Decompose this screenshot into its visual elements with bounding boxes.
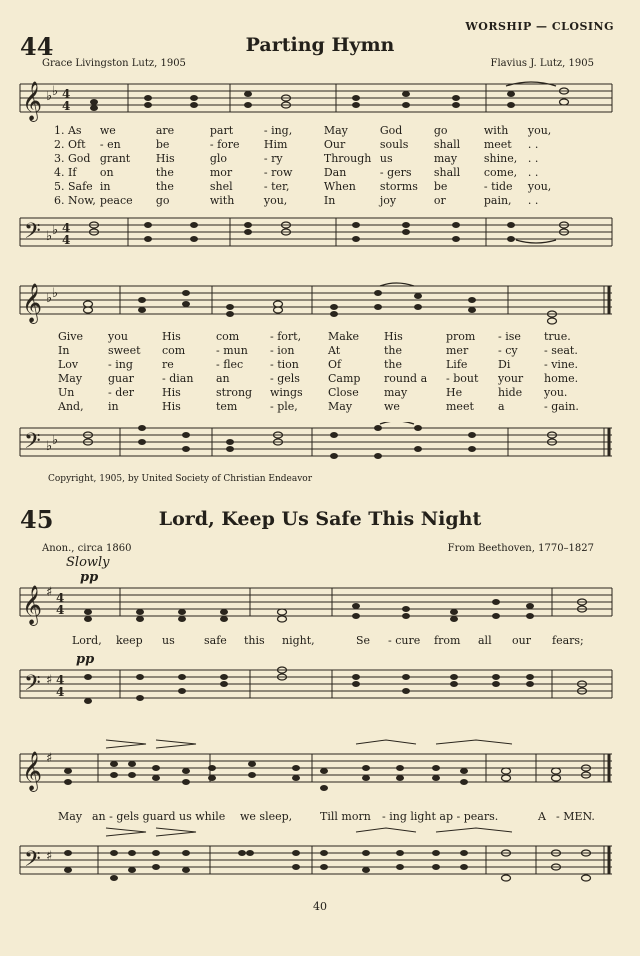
svg-text:4: 4 (56, 673, 65, 687)
svg-text:♭: ♭ (46, 291, 53, 306)
lyric-syllable: - cure (388, 634, 421, 647)
hymn-44-copyright: Copyright, 1905, by United Society of Christian Endeavor (48, 474, 313, 484)
verse-syllable: God (379, 124, 403, 137)
svg-text:𝄞: 𝄞 (22, 585, 43, 625)
verse-syllable: His (155, 152, 175, 165)
verse-syllable: home. (544, 372, 579, 385)
verse-syllable: sweet (108, 344, 141, 357)
verse-syllable: the (155, 180, 174, 193)
verse-syllable: hide (498, 386, 523, 399)
verse-row (52, 194, 572, 208)
svg-text:♭: ♭ (52, 84, 59, 99)
verse-syllable: with (209, 194, 235, 207)
verse-syllable: . . (527, 138, 539, 151)
verse-syllable: Of (328, 358, 342, 371)
verse-row (52, 180, 572, 194)
lyric-syllable: Lord, (72, 634, 102, 647)
svg-text:𝄢: 𝄢 (24, 847, 41, 877)
verse-syllable: Make (328, 330, 359, 343)
verse-syllable: be (155, 138, 170, 151)
svg-text:4: 4 (56, 603, 65, 617)
verse-syllable: us (379, 152, 393, 165)
verse-syllable: with (483, 124, 509, 137)
verse-syllable: - fore (209, 138, 240, 151)
verse-row (52, 166, 572, 180)
verse-syllable: mor (209, 166, 233, 179)
verse-syllable: His (162, 400, 181, 413)
verse-syllable: - tion (270, 358, 299, 371)
lyric-syllable: Se (356, 634, 371, 647)
hymn-44-bass-staff-2 (16, 422, 616, 466)
verse-syllable: At (328, 344, 341, 357)
svg-text:𝄢: 𝄢 (24, 671, 41, 701)
verse-row (52, 124, 572, 138)
svg-text:♯: ♯ (46, 585, 53, 600)
verse-syllable: in (108, 400, 119, 413)
svg-text:4: 4 (62, 221, 71, 235)
hymn-45-bass-staff-1 (16, 664, 616, 710)
tempo-marking: Slowly (66, 555, 110, 570)
hymn-44-treble-staff-2 (16, 280, 616, 328)
verse-syllable: - fort, (270, 330, 302, 343)
svg-text:♭: ♭ (46, 89, 53, 104)
lyric-syllable: from (434, 634, 461, 647)
hymn-45-title: Lord, Keep Us Safe This Night (158, 508, 482, 530)
verse-syllable: And, (58, 400, 84, 413)
verse-syllable: - bout (446, 372, 479, 385)
hymn-44-words-credit: Grace Livingston Lutz, 1905 (42, 58, 186, 69)
svg-text:♯: ♯ (46, 751, 53, 766)
dynamic-marking-bass: pp (76, 652, 95, 667)
lyric-syllable: Till morn (320, 810, 371, 823)
bass-clef-icon: 𝄢 (24, 219, 41, 249)
verse-syllable: wings (270, 386, 303, 399)
verse-syllable: His (162, 386, 181, 399)
verse-syllable: Him (263, 138, 288, 151)
verse-syllable: an (216, 372, 230, 385)
lyric-syllable: May (58, 810, 83, 823)
hymn-44-verses-system-2 (56, 330, 590, 414)
verse-syllable: you. (544, 386, 568, 399)
lyric-syllable: all (478, 634, 492, 647)
verse-syllable: May (328, 400, 353, 413)
verse-row (56, 358, 590, 372)
verse-syllable: . . (527, 166, 539, 179)
svg-text:♭: ♭ (46, 229, 53, 244)
verse-syllable: - der (108, 386, 135, 399)
verse-syllable: - gers (379, 166, 412, 179)
verse-syllable: - ry (263, 152, 283, 165)
verse-syllable: - gels (270, 372, 300, 385)
verse-syllable: - gain. (544, 400, 579, 413)
verse-syllable: the (155, 166, 174, 179)
verse-syllable: - ple, (270, 400, 298, 413)
verse-syllable: re (162, 358, 174, 371)
svg-text:4: 4 (56, 591, 65, 605)
verse-syllable: com (162, 344, 186, 357)
verse-syllable: Camp (328, 372, 361, 385)
verse-row (52, 152, 572, 166)
hymn-45-bass-staff-2 (16, 826, 616, 888)
hymn-45-treble-staff-2 (16, 738, 616, 796)
verse-row (56, 344, 590, 358)
verse-syllable: be (433, 180, 448, 193)
verse-syllable: shine, (483, 152, 518, 165)
verse-syllable: mer (446, 344, 469, 357)
verse-syllable: Give (58, 330, 84, 343)
verse-row (56, 330, 590, 344)
verse-syllable: shall (433, 166, 461, 179)
verse-syllable: - mun (216, 344, 248, 357)
verse-syllable: are (155, 124, 175, 137)
hymn-44-verses-system-1 (52, 124, 572, 208)
section-header: WORSHIP — CLOSING (465, 20, 614, 33)
hymn-45-lyrics-line-2 (0, 810, 640, 826)
verse-syllable: Di (498, 358, 511, 371)
verse-syllable: the (384, 344, 403, 357)
svg-text:4: 4 (62, 233, 71, 247)
verse-syllable: His (162, 330, 181, 343)
verse-syllable: - tide (483, 180, 513, 193)
verse-syllable: - flec (216, 358, 244, 371)
verse-syllable: Close (328, 386, 359, 399)
verse-syllable: Our (323, 138, 346, 151)
svg-text:♯: ♯ (46, 673, 53, 688)
verse-syllable: Life (446, 358, 468, 371)
verse-syllable: May (58, 372, 83, 385)
verse-syllable: peace (99, 194, 133, 207)
svg-text:♭: ♭ (52, 286, 59, 301)
treble-clef-icon: 𝄞 (22, 81, 43, 121)
hymn-45-music-credit: From Beethoven, 1770–1827 (447, 543, 594, 554)
verse-syllable: - vine. (544, 358, 579, 371)
verse-syllable: When (323, 180, 356, 193)
verse-syllable: go (433, 124, 448, 137)
hymn-45-lyrics-line-1 (0, 634, 640, 650)
verse-syllable: you (108, 330, 128, 343)
verse-syllable: strong (216, 386, 253, 399)
hymn-44-treble-staff-1 (16, 78, 616, 122)
verse-syllable: May (323, 124, 348, 137)
verse-syllable: - cy (498, 344, 518, 357)
verse-syllable: come, (483, 166, 518, 179)
verse-row (56, 372, 590, 386)
verse-syllable: you, (527, 180, 552, 193)
verse-syllable: a (498, 400, 505, 413)
verse-syllable: shel (209, 180, 233, 193)
verse-syllable: 3. God (54, 152, 91, 165)
hymn-45-number: 45 (20, 505, 54, 534)
verse-syllable: meet (446, 400, 474, 413)
verse-syllable: part (209, 124, 234, 137)
verse-syllable: - ter, (263, 180, 290, 193)
verse-syllable: we (99, 124, 116, 137)
verse-row (56, 386, 590, 400)
verse-syllable: Lov (58, 358, 79, 371)
verse-syllable: joy (379, 194, 397, 207)
verse-syllable: we (384, 400, 400, 413)
svg-text:𝄞: 𝄞 (22, 751, 43, 791)
svg-text:4: 4 (56, 685, 65, 699)
verse-syllable: . . (527, 152, 539, 165)
verse-syllable: - seat. (544, 344, 578, 357)
lyric-syllable: our (512, 634, 531, 647)
svg-text:♯: ♯ (46, 849, 53, 864)
verse-syllable: In (58, 344, 70, 357)
lyric-syllable: safe (204, 634, 227, 647)
verse-syllable: may (384, 386, 408, 399)
verse-syllable: or (433, 194, 446, 207)
hymn-44-bass-staff-1 (16, 212, 616, 256)
hymn-45-words-credit: Anon., circa 1860 (42, 543, 132, 554)
lyric-syllable: fears; (552, 634, 584, 647)
verse-syllable: - ion (270, 344, 295, 357)
verse-syllable: His (384, 330, 403, 343)
verse-syllable: - en (99, 138, 121, 151)
svg-text:𝄞: 𝄞 (22, 283, 43, 323)
svg-text:4: 4 (62, 99, 71, 113)
dynamic-marking-treble: pp (80, 570, 99, 585)
verse-syllable: true. (544, 330, 571, 343)
lyric-syllable: keep (116, 634, 143, 647)
verse-syllable: shall (433, 138, 461, 151)
hymn-44-title: Parting Hymn (245, 34, 395, 56)
verse-syllable: glo (209, 152, 228, 165)
verse-syllable: the (384, 358, 403, 371)
lyric-syllable: we sleep, (240, 810, 293, 823)
svg-text:♭: ♭ (52, 433, 59, 448)
verse-syllable: pain, (483, 194, 512, 207)
lyric-syllable: - ing light ap - pears. (382, 810, 499, 823)
verse-syllable: - ise (498, 330, 521, 343)
verse-syllable: round a (384, 372, 428, 385)
svg-text:♭: ♭ (52, 223, 59, 238)
hymn-44-music-credit: Flavius J. Lutz, 1905 (490, 58, 594, 69)
lyric-syllable: an - gels guard us while (92, 810, 226, 823)
verse-syllable: 2. Oft (54, 138, 86, 151)
verse-syllable: - row (263, 166, 293, 179)
verse-syllable: you, (263, 194, 288, 207)
lyric-syllable: night, (282, 634, 315, 647)
verse-syllable: guar (108, 372, 134, 385)
lyric-syllable: - MEN. (556, 810, 595, 823)
verse-syllable: Dan (323, 166, 347, 179)
verse-syllable: go (155, 194, 170, 207)
svg-text:4: 4 (62, 87, 71, 101)
hymn-44-number: 44 (20, 32, 54, 61)
verse-syllable: He (446, 386, 463, 399)
verse-syllable: your (498, 372, 524, 385)
verse-syllable: in (99, 180, 111, 193)
verse-syllable: grant (99, 152, 131, 165)
verse-row (56, 400, 590, 414)
hymn-45-treble-staff-1 (16, 582, 616, 628)
verse-syllable: meet (483, 138, 512, 151)
lyric-syllable: this (244, 634, 265, 647)
svg-text:𝄢: 𝄢 (24, 429, 41, 459)
svg-text:♭: ♭ (46, 439, 53, 454)
lyric-syllable: A (538, 810, 546, 823)
page-number: 40 (313, 900, 327, 913)
verse-syllable: - dian (162, 372, 194, 385)
verse-syllable: souls (379, 138, 409, 151)
verse-syllable: may (433, 152, 458, 165)
verse-syllable: 6. Now, (54, 194, 96, 207)
verse-syllable: 4. If (54, 166, 77, 179)
verse-syllable: storms (379, 180, 418, 193)
verse-syllable: - ing, (263, 124, 293, 137)
verse-syllable: prom (446, 330, 476, 343)
verse-syllable: com (216, 330, 240, 343)
verse-syllable: tem (216, 400, 238, 413)
verse-syllable: Through (323, 152, 372, 165)
verse-syllable: you, (527, 124, 552, 137)
verse-syllable: 1. As (54, 124, 82, 137)
verse-syllable: In (323, 194, 336, 207)
verse-syllable: on (99, 166, 114, 179)
verse-row (52, 138, 572, 152)
verse-syllable: - ing (108, 358, 133, 371)
lyric-syllable: us (162, 634, 175, 647)
verse-syllable: Un (58, 386, 75, 399)
verse-syllable: . . (527, 194, 539, 207)
verse-syllable: 5. Safe (54, 180, 93, 193)
